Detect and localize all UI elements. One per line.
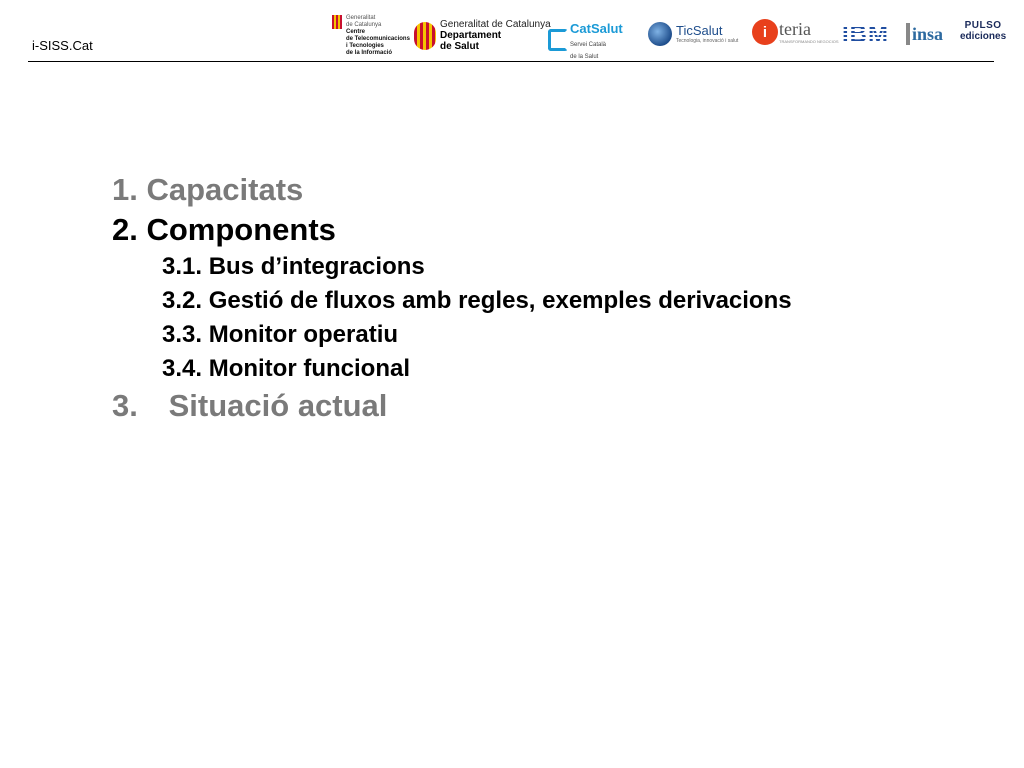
catsalut-sub: Servei Català	[570, 42, 607, 48]
outline-subitem: 3.2. Gestió de fluxos amb regles, exemples derivacions	[162, 287, 792, 314]
outline-item-label: Components	[146, 212, 336, 247]
catsalut-sub: de la Salut	[570, 54, 599, 60]
outline-subitem: 3.3. Monitor operatiu	[162, 321, 399, 348]
catsalut-logo	[546, 18, 623, 60]
salut-line: Departament	[440, 30, 502, 41]
salut-line: de Salut	[440, 41, 479, 52]
components-subitems	[162, 250, 792, 386]
pulso-logo	[960, 20, 1006, 42]
iteria-sub: TRANSFORMANDO NEGOCIOS	[779, 39, 839, 44]
outline-subitem: 3.1. Bus d’integracions	[162, 253, 425, 280]
ctti-line: de la Informació	[346, 50, 393, 56]
outline-item-situacio-actual	[112, 386, 792, 426]
outline-item-number: 1.	[112, 172, 138, 207]
outline-item-components	[112, 210, 792, 250]
ctti-line: Centre	[346, 29, 366, 35]
generalitat-emblem-icon	[332, 15, 342, 29]
ticsalut-sub: Tecnologia, innovació i salut	[676, 38, 739, 44]
header-label: i-SISS.Cat	[32, 38, 93, 53]
catsalut-name: CatSalut	[570, 21, 623, 36]
salut-line: Generalitat de Catalunya	[440, 19, 551, 30]
ctti-line: i Tecnologies	[346, 43, 384, 49]
outline	[112, 170, 792, 426]
outline-item-number: 3.	[112, 388, 138, 423]
departament-salut-logo	[414, 19, 551, 52]
outline-item-label: Situació actual	[168, 388, 388, 423]
catsalut-emblem-icon	[546, 28, 566, 50]
pulso-name: PULSO	[964, 20, 1002, 31]
outline-item-capacitats	[112, 170, 792, 210]
iteria-logo	[752, 19, 839, 45]
insa-logo	[906, 23, 943, 45]
ctti-line: Generalitat	[346, 15, 376, 21]
ctti-logo	[332, 15, 410, 57]
ibm-name: IBM	[842, 21, 889, 48]
iteria-name: teria	[779, 19, 811, 39]
header-rule	[28, 61, 994, 62]
ibm-logo	[842, 23, 889, 47]
partner-logos	[0, 10, 1024, 60]
outline-subitem: 3.4. Monitor funcional	[162, 355, 411, 382]
insa-name: insa	[912, 23, 944, 44]
outline-item-number: 2.	[112, 212, 138, 247]
ctti-line: de Catalunya	[346, 22, 382, 28]
ticsalut-logo	[648, 22, 738, 46]
iteria-mark-icon: i	[752, 19, 778, 45]
pulso-sub: ediciones	[960, 31, 1007, 42]
globe-icon	[648, 22, 672, 46]
outline-item-label: Capacitats	[146, 172, 304, 207]
ctti-line: de Telecomunicacions	[346, 36, 410, 42]
ticsalut-name: TicSalut	[676, 23, 723, 38]
insa-bar-icon	[906, 23, 910, 45]
generalitat-emblem-icon	[414, 22, 436, 50]
